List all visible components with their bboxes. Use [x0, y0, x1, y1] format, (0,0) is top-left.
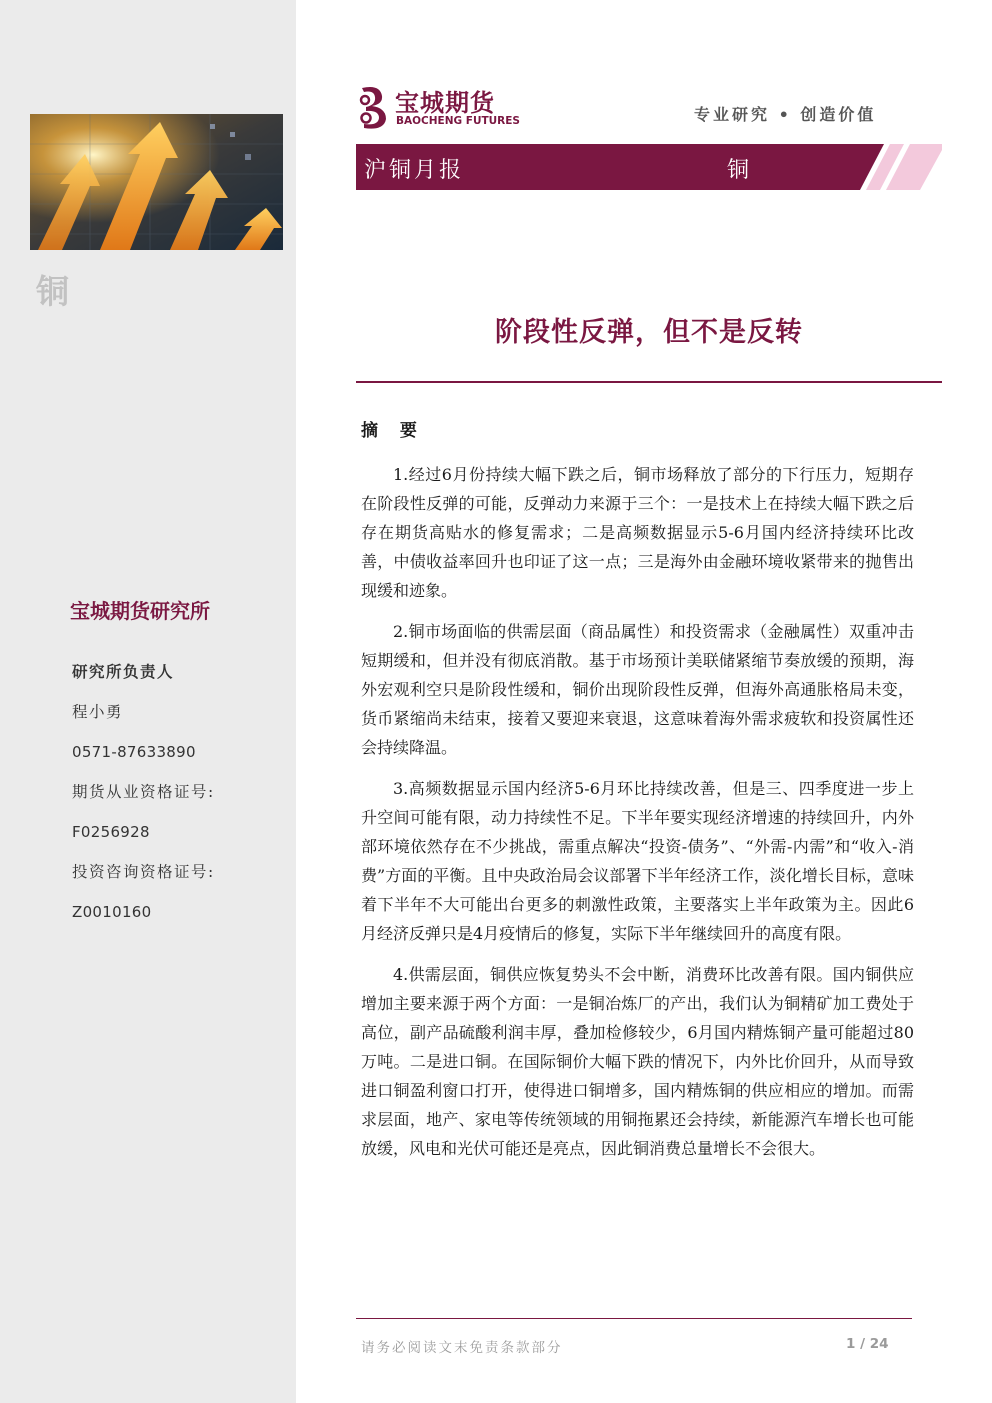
- footer-divider: [356, 1318, 912, 1319]
- abstract-paragraph: 3.高频数据显示国内经济5-6月环比持续改善，但是三、四季度进一步上升空间可能有限，动力持续性不足。下半年要实现经济增速的持续回升，内外部环境依然存在不少挑战，需重点解决“投资-债务”、“外需-内需”和“收入-消费”方面的平衡。且中央政治局会议部署下半年经济工作，淡化增长目标，意味着下半年不大可能出台更多的刺激性政策，主要落实上半年政策为主。因此6月经济反弹只是4月疫情后的修复，实际下半年继续回升的高度有限。: [361, 779, 914, 943]
- abstract-paragraph: 1.经过6月份持续大幅下跌之后，铜市场释放了部分的下行压力，短期存在阶段性反弹的可能，反弹动力来源于三个：一是技术上在持续大幅下跌之后存在期货高贴水的修复需求；二是高频数据显示5-6月国内经济持续环比改善，中债收益率回升也印证了这一点；三是海外由金融环境收紧带来的抛售出现缓和迹象。: [361, 465, 914, 600]
- slogan: 专业研究 • 创造价值: [694, 105, 877, 124]
- head-name: 程小勇: [72, 703, 124, 721]
- abstract-paragraph: 2.铜市场面临的供需层面（商品属性）和投资需求（金融属性）双重冲击短期缓和，但并没有彻底消散。基于市场预计美联储紧缩节奏放缓的预期，海外宏观利空只是阶段性缓和，铜价出现阶段性反弹，但海外高通胀格局未变，货币紧缩尚未结束，接着又要迎来衰退，这意味着海外需求疲软和投资属性还会持续降温。: [361, 622, 914, 757]
- report-type-label: 沪铜月报: [364, 158, 465, 183]
- logo-chinese-name: 宝城期货: [395, 89, 495, 117]
- ornate-b-monogram-icon: [356, 84, 392, 132]
- consult-cert-label: 投资咨询资格证号:: [72, 863, 215, 881]
- head-label: 研究所负责人: [72, 662, 175, 681]
- report-title: 阶段性反弹，但不是反转: [495, 317, 803, 348]
- institute-name: 宝城期货研究所: [70, 599, 210, 623]
- sidebar-category: 铜: [36, 272, 69, 311]
- page-number: 1 / 24: [846, 1336, 889, 1352]
- company-logo: [356, 84, 526, 132]
- futures-cert-label: 期货从业资格证号:: [72, 783, 215, 801]
- sidebar: [0, 0, 296, 1403]
- report-category-label: 铜: [727, 158, 750, 183]
- abstract-body: [361, 460, 914, 1175]
- logo-english-name: BAOCHENG FUTURES: [396, 115, 520, 127]
- phone-number: 0571-87633890: [72, 743, 196, 761]
- futures-cert-number: F0256928: [72, 823, 150, 841]
- abstract-paragraph: 4.供需层面，铜供应恢复势头不会中断，消费环比改善有限。国内铜供应增加主要来源于两个方面：一是铜冶炼厂的产出，我们认为铜精矿加工费处于高位，副产品硫酸利润丰厚，叠加检修较少，6月国内精炼铜产量可能超过80万吨。二是进口铜。在国际铜价大幅下跌的情况下，内外比价回升，从而导致进口铜盈利窗口打开，使得进口铜增多，国内精炼铜的供应相应的增加。而需求层面，地产、家电等传统领域的用铜拖累还会持续，新能源汽车增长也可能放缓，风电和光伏可能还是亮点，因此铜消费总量增长不会很大。: [361, 965, 914, 1158]
- contact-block: [72, 660, 282, 940]
- disclaimer-note: 请务必阅读文末免责条款部分: [361, 1340, 563, 1356]
- title-divider: [356, 381, 942, 383]
- abstract-heading: 摘 要: [361, 421, 425, 441]
- cover-image-rising-arrows: [30, 114, 283, 250]
- consult-cert-number: Z0010160: [72, 903, 152, 921]
